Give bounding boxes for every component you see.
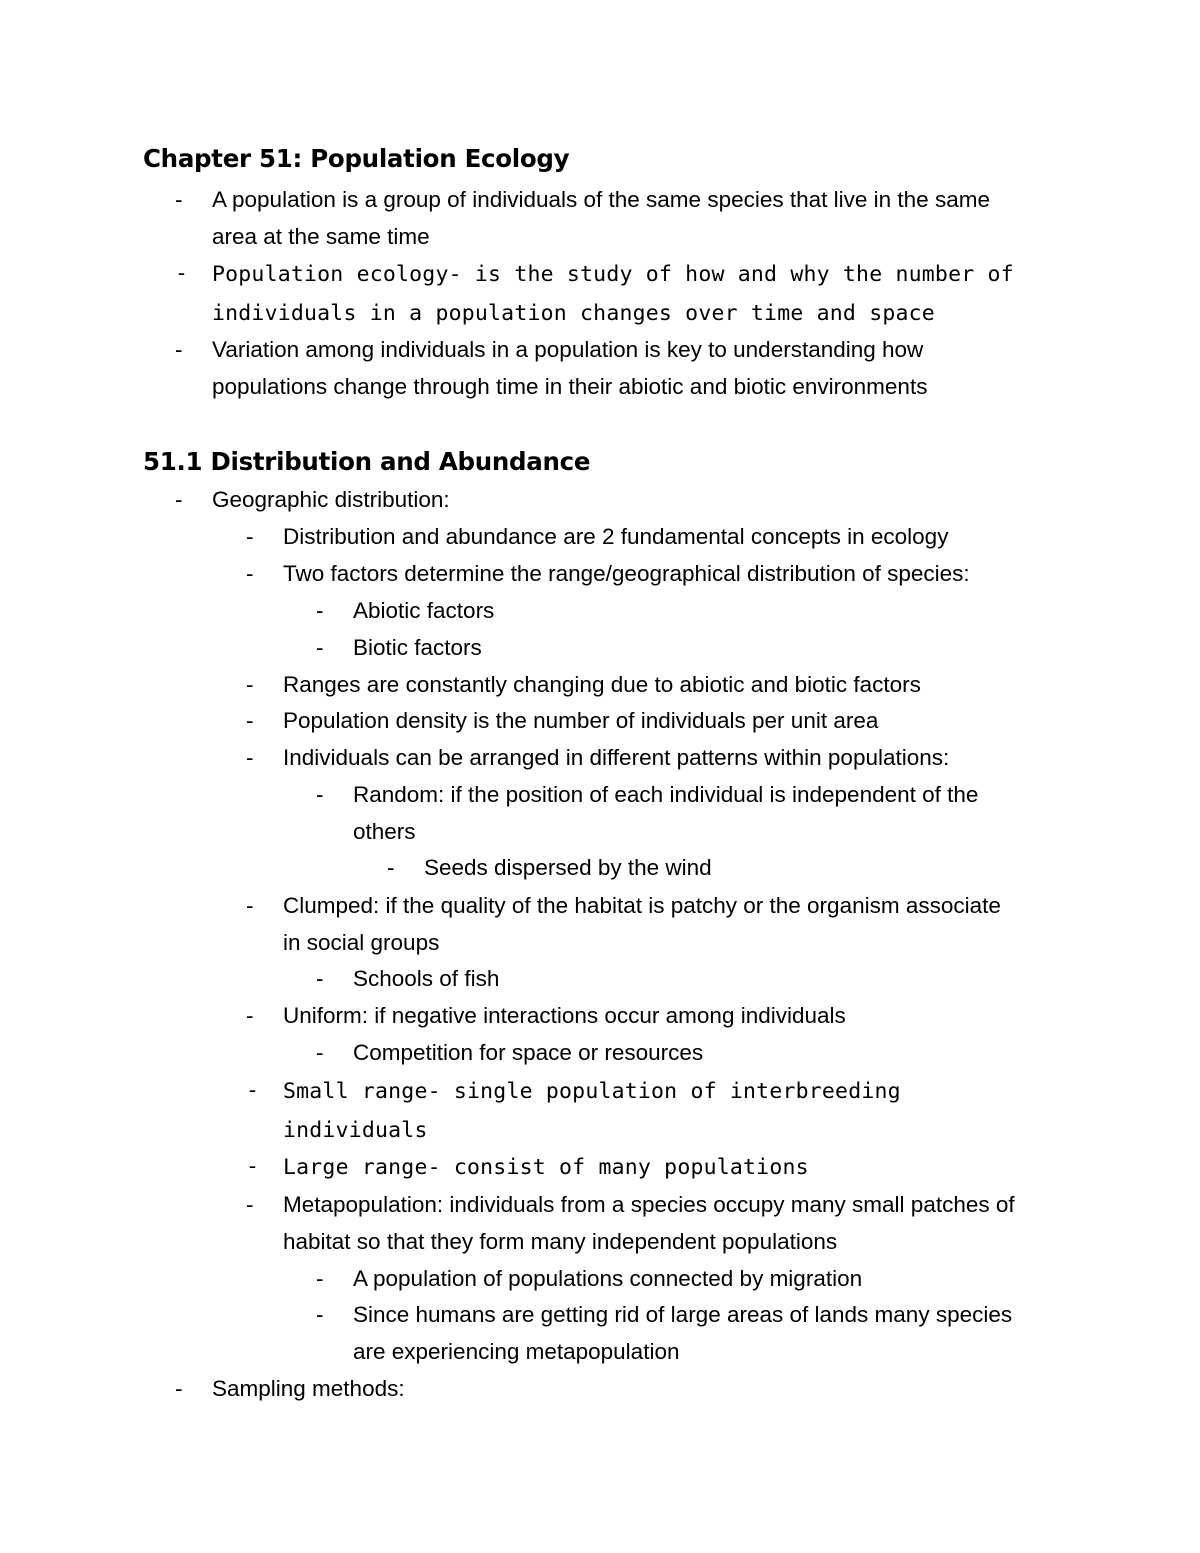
list-item-text: A population is a group of individuals of the same species that live in the same xyxy=(212,187,990,212)
bullet-dash: - xyxy=(175,187,183,212)
bullet-dash: - xyxy=(175,1376,183,1401)
list-item xyxy=(0,1035,1200,1072)
list-item-text: Since humans are getting rid of large areas of lands many species xyxy=(353,1302,1013,1327)
list-item xyxy=(0,888,1200,961)
list-item-text: Small range- single population of interbreeding xyxy=(283,1079,901,1104)
list-item-text: Population ecology- is the study of how and why the number of xyxy=(212,262,1014,287)
bullet-dash: - xyxy=(246,561,254,586)
list-item-text: are experiencing metapopulation xyxy=(353,1338,680,1364)
list-item xyxy=(0,1073,1200,1150)
bullet-dash: - xyxy=(246,893,254,918)
list-item-text: in social groups xyxy=(283,929,440,955)
list-item xyxy=(0,850,1200,887)
list-item xyxy=(0,740,1200,777)
list-item-text: habitat so that they form many independent populations xyxy=(283,1228,838,1254)
list-item-text: Seeds dispersed by the wind xyxy=(424,855,712,880)
bullet-dash: - xyxy=(246,1003,254,1028)
bullet-dash: - xyxy=(316,1040,324,1065)
list-item xyxy=(0,1297,1200,1370)
list-item-text: Competition for space or resources xyxy=(353,1040,704,1065)
chapter-title: Chapter 51: Population Ecology xyxy=(143,144,570,173)
bullet-dash: - xyxy=(246,708,254,733)
bullet-dash: - xyxy=(246,1078,260,1103)
bullet-dash: - xyxy=(316,635,324,660)
list-item-text: Distribution and abundance are 2 fundamental concepts in ecology xyxy=(283,524,949,549)
list-item-text: Geographic distribution: xyxy=(212,487,450,512)
list-item xyxy=(0,961,1200,998)
bullet-dash: - xyxy=(246,1154,260,1179)
list-item xyxy=(0,593,1200,630)
list-item-text: populations change through time in their abiotic and biotic environments xyxy=(212,373,928,399)
list-item-text: Schools of fish xyxy=(353,966,500,991)
list-item-text: Population density is the number of individuals per unit area xyxy=(283,708,879,733)
bullet-dash: - xyxy=(246,672,254,697)
bullet-dash: - xyxy=(387,855,395,880)
list-item xyxy=(0,1261,1200,1298)
bullet-dash: - xyxy=(316,598,324,623)
list-item-text: Sampling methods: xyxy=(212,1376,405,1401)
list-item-text: Clumped: if the quality of the habitat is patchy or the organism associate xyxy=(283,893,1001,918)
list-item xyxy=(0,1371,1200,1408)
bullet-dash: - xyxy=(316,782,324,807)
bullet-dash: - xyxy=(316,1302,324,1327)
list-item-text: individuals in a population changes over time and space xyxy=(212,300,935,326)
list-item xyxy=(0,998,1200,1035)
bullet-dash: - xyxy=(175,337,183,362)
list-item-text: Biotic factors xyxy=(353,635,482,660)
list-item-text: Metapopulation: individuals from a species occupy many small patches of xyxy=(283,1192,1015,1217)
bullet-dash: - xyxy=(246,745,254,770)
list-item xyxy=(0,777,1200,850)
list-item-text: Individuals can be arranged in different patterns within populations: xyxy=(283,745,950,770)
list-item xyxy=(0,482,1200,519)
list-item xyxy=(0,182,1200,255)
bullet-dash: - xyxy=(175,487,183,512)
bullet-dash: - xyxy=(316,1266,324,1291)
list-item-text: individuals xyxy=(283,1117,428,1143)
list-item-text: area at the same time xyxy=(212,223,430,249)
list-item-text: Two factors determine the range/geographical distribution of species: xyxy=(283,561,970,586)
list-item xyxy=(0,1187,1200,1260)
list-item xyxy=(0,332,1200,405)
list-item-text: Uniform: if negative interactions occur among individuals xyxy=(283,1003,846,1028)
list-item xyxy=(0,556,1200,593)
list-item-text: A population of populations connected by migration xyxy=(353,1266,863,1291)
list-item xyxy=(0,630,1200,667)
bullet-dash: - xyxy=(175,261,189,286)
section-title: 51.1 Distribution and Abundance xyxy=(143,447,591,476)
list-item xyxy=(0,667,1200,704)
list-item-text: Ranges are constantly changing due to abiotic and biotic factors xyxy=(283,672,921,697)
list-item xyxy=(0,256,1200,333)
list-item-text: Variation among individuals in a population is key to understanding how xyxy=(212,337,924,362)
list-item-text: others xyxy=(353,818,416,844)
bullet-dash: - xyxy=(316,966,324,991)
list-item-text: Abiotic factors xyxy=(353,598,495,623)
list-item xyxy=(0,703,1200,740)
list-item xyxy=(0,519,1200,556)
list-item xyxy=(0,1149,1200,1188)
bullet-dash: - xyxy=(246,1192,254,1217)
bullet-dash: - xyxy=(246,524,254,549)
list-item-text: Random: if the position of each individual is independent of the xyxy=(353,782,979,807)
list-item-text: Large range- consist of many populations xyxy=(283,1155,809,1180)
